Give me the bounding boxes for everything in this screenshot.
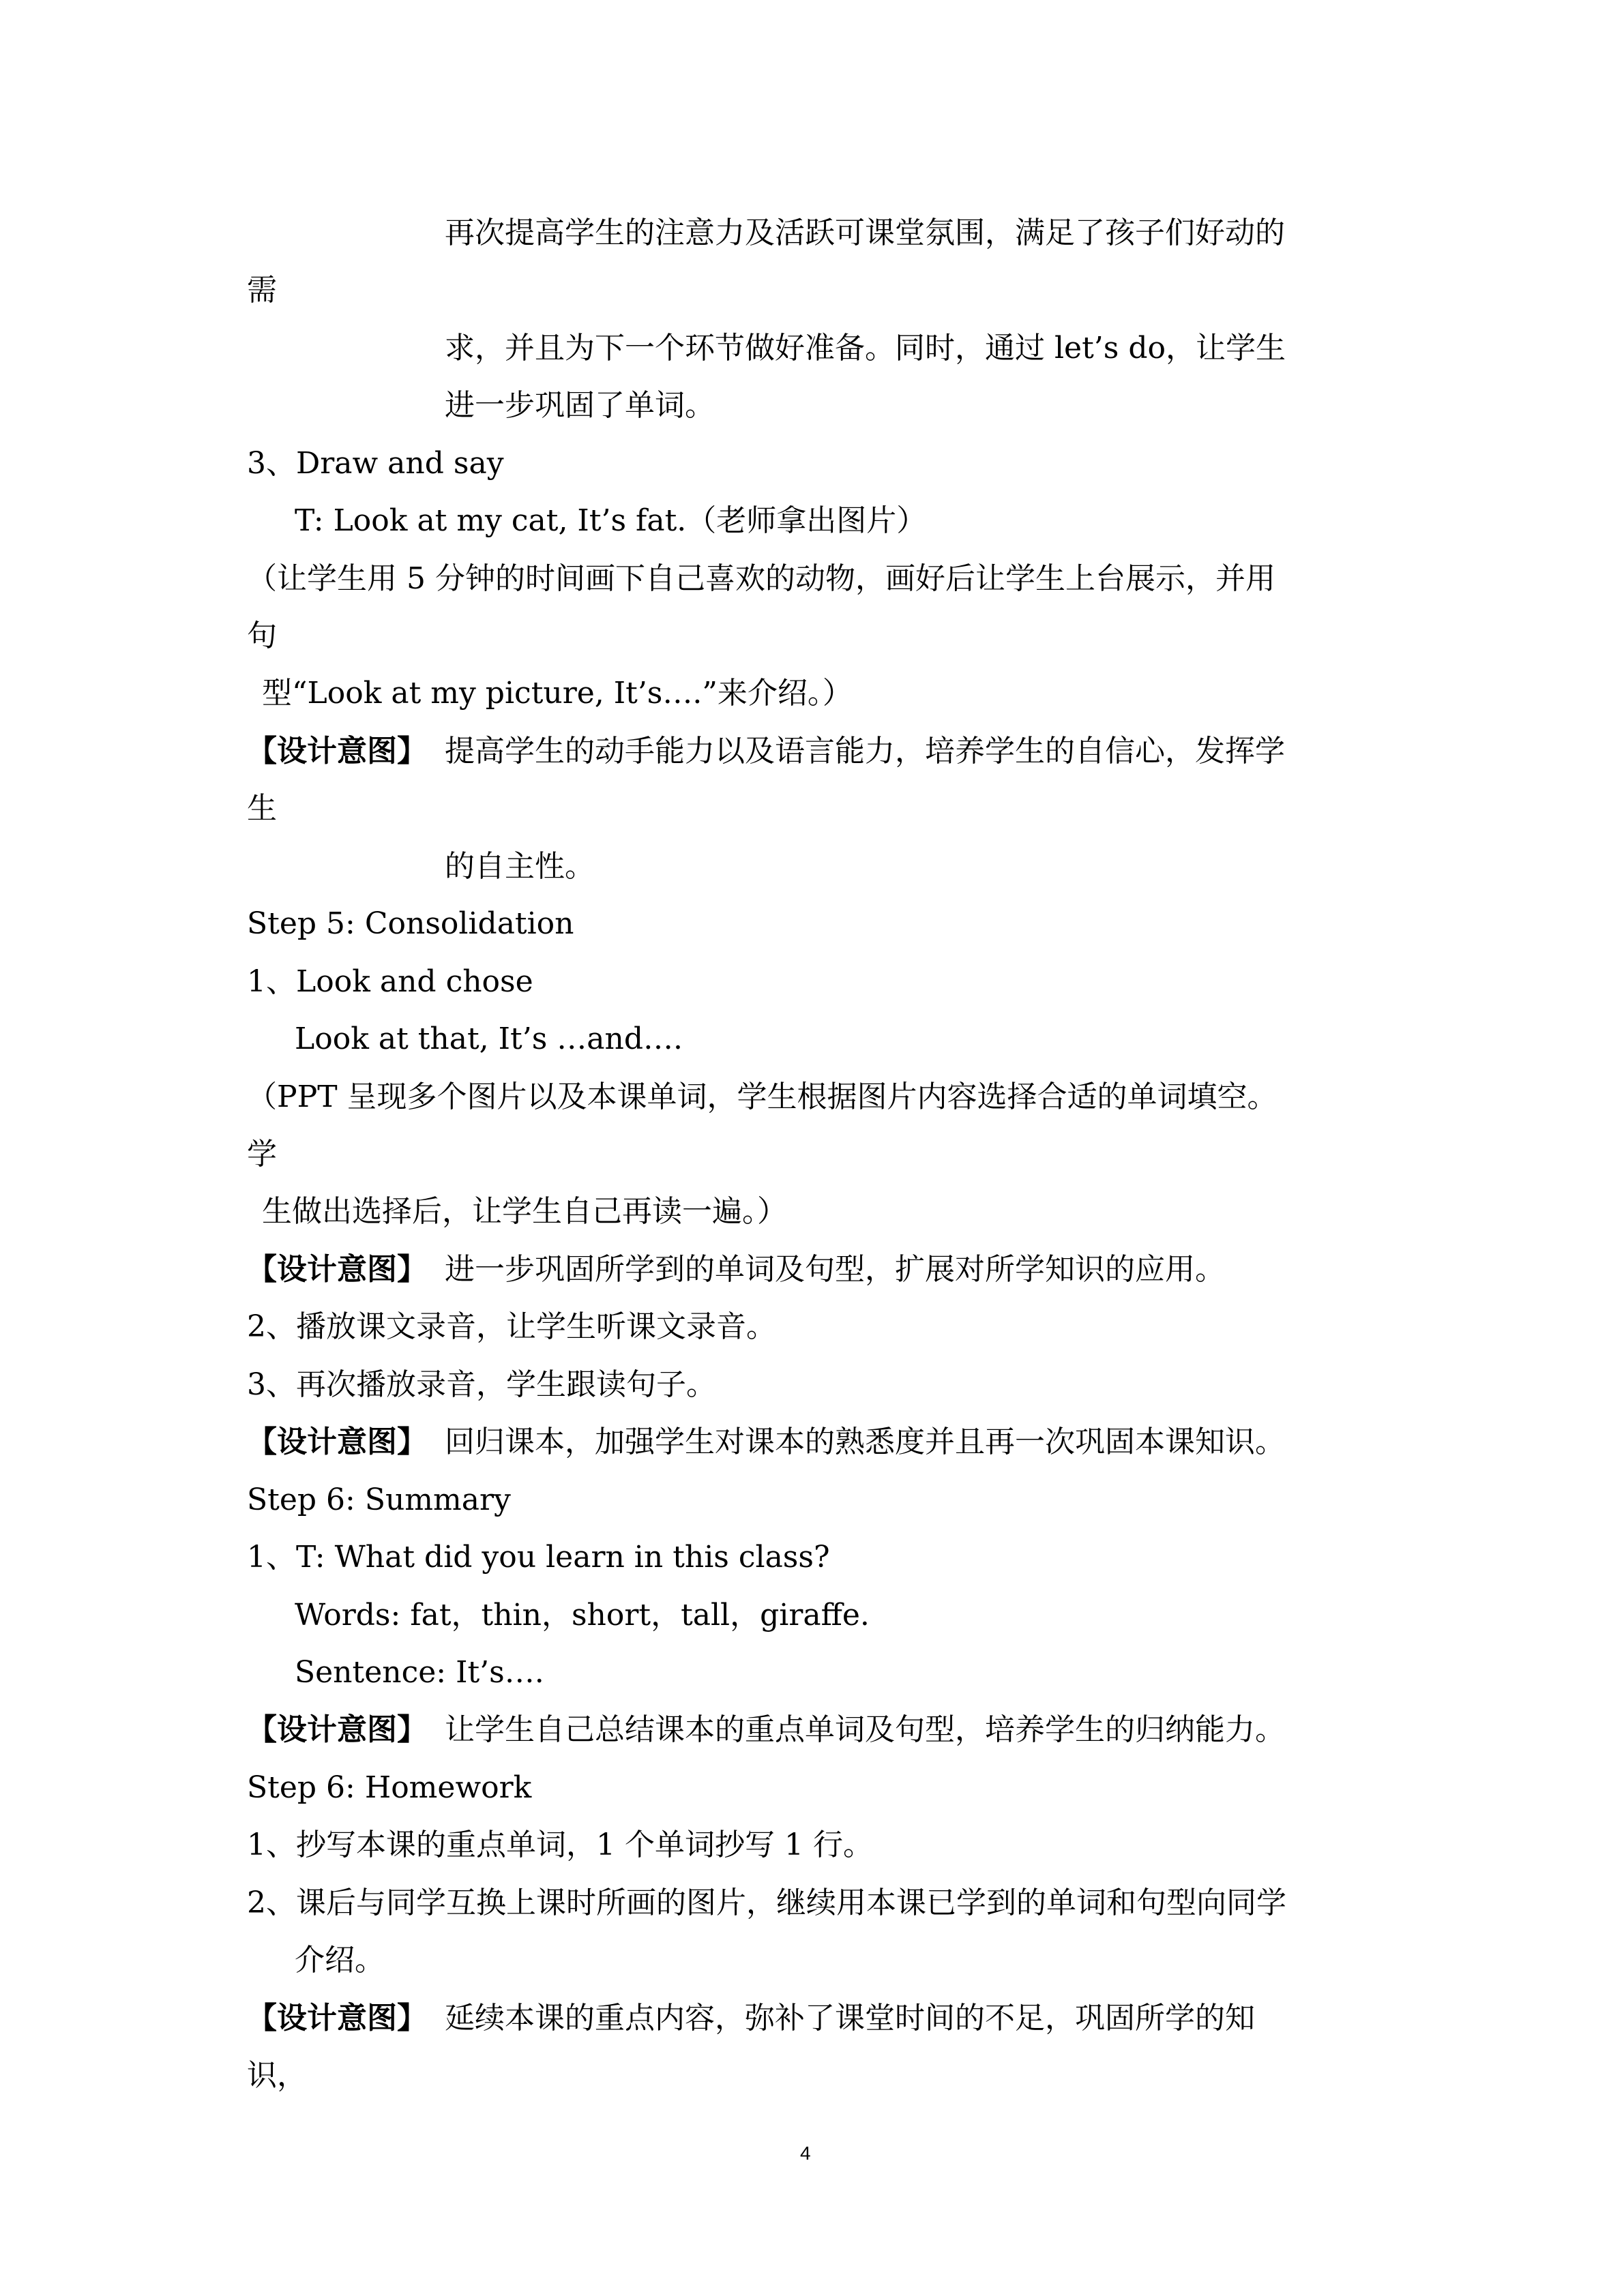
body-text: 需 (247, 273, 277, 308)
step-heading: Step 6: Homework (247, 1770, 532, 1805)
design-intent-label: 【设计意图】 (247, 734, 427, 769)
section-item: 1、Look and chose (247, 964, 533, 999)
design-intent-text: 延续本课的重点内容，弥补了课堂时间的不足，巩固所学的知 (445, 2001, 1255, 2036)
body-text: 进一步巩固了单词。 (445, 388, 715, 423)
section-item: 2、播放课文录音，让学生听课文录音。 (247, 1309, 776, 1344)
body-text: 求，并且为下一个环节做好准备。同时，通过 let’s do，让学生 (445, 331, 1286, 366)
body-text: 型“Look at my picture, It’s….”来介绍。） (262, 676, 853, 711)
design-intent-label: 【设计意图】 (247, 1425, 427, 1459)
body-text: 句 (247, 618, 277, 653)
body-text: 学 (247, 1137, 277, 1172)
design-intent-text: 让学生自己总结课本的重点单词及句型，培养学生的归纳能力。 (445, 1712, 1285, 1747)
body-text: 再次提高学生的注意力及活跃可课堂氛围，满足了孩子们好动的 (445, 215, 1285, 250)
body-text: 生 (247, 791, 277, 826)
body-text: Look at that, It’s …and…. (295, 1022, 683, 1056)
body-text: 识， (247, 2058, 307, 2093)
section-item: 1、抄写本课的重点单词，1 个单词抄写 1 行。 (247, 1828, 873, 1862)
step-heading: Step 5: Consolidation (247, 906, 574, 941)
body-text: （让学生用 5 分钟的时间画下自己喜欢的动物，画好后让学生上台展示，并用 (247, 561, 1275, 596)
design-intent-label: 【设计意图】 (247, 1252, 427, 1287)
design-intent-label: 【设计意图】 (247, 1712, 427, 1747)
body-text: （PPT 呈现多个图片以及本课单词，学生根据图片内容选择合适的单词填空。 (247, 1079, 1278, 1114)
page-number: 4 (800, 2143, 811, 2164)
design-intent-label: 【设计意图】 (247, 2001, 427, 2036)
body-text: 介绍。 (295, 1943, 385, 1978)
step-heading: Step 6: Summary (247, 1482, 511, 1517)
body-text: 的自主性。 (445, 849, 595, 884)
section-item: 2、课后与同学互换上课时所画的图片，继续用本课已学到的单词和句型向同学 (247, 1885, 1286, 1920)
body-text: Sentence: It’s…. (295, 1655, 544, 1690)
design-intent-text: 进一步巩固所学到的单词及句型，扩展对所学知识的应用。 (445, 1252, 1225, 1287)
design-intent-text: 回归课本，加强学生对课本的熟悉度并且再一次巩固本课知识。 (445, 1425, 1285, 1459)
body-text: Words: fat，thin，short，tall，giraffe. (295, 1598, 870, 1632)
body-text: 生做出选择后，让学生自己再读一遍。） (262, 1194, 787, 1229)
section-item: 1、T: What did you learn in this class? (247, 1540, 830, 1575)
design-intent-text: 提高学生的动手能力以及语言能力，培养学生的自信心，发挥学 (445, 734, 1285, 769)
section-item: 3、再次播放录音，学生跟读句子。 (247, 1367, 716, 1402)
body-text: T: Look at my cat, It’s fat.（老师拿出图片） (295, 503, 927, 538)
section-item: 3、Draw and say (247, 446, 504, 481)
